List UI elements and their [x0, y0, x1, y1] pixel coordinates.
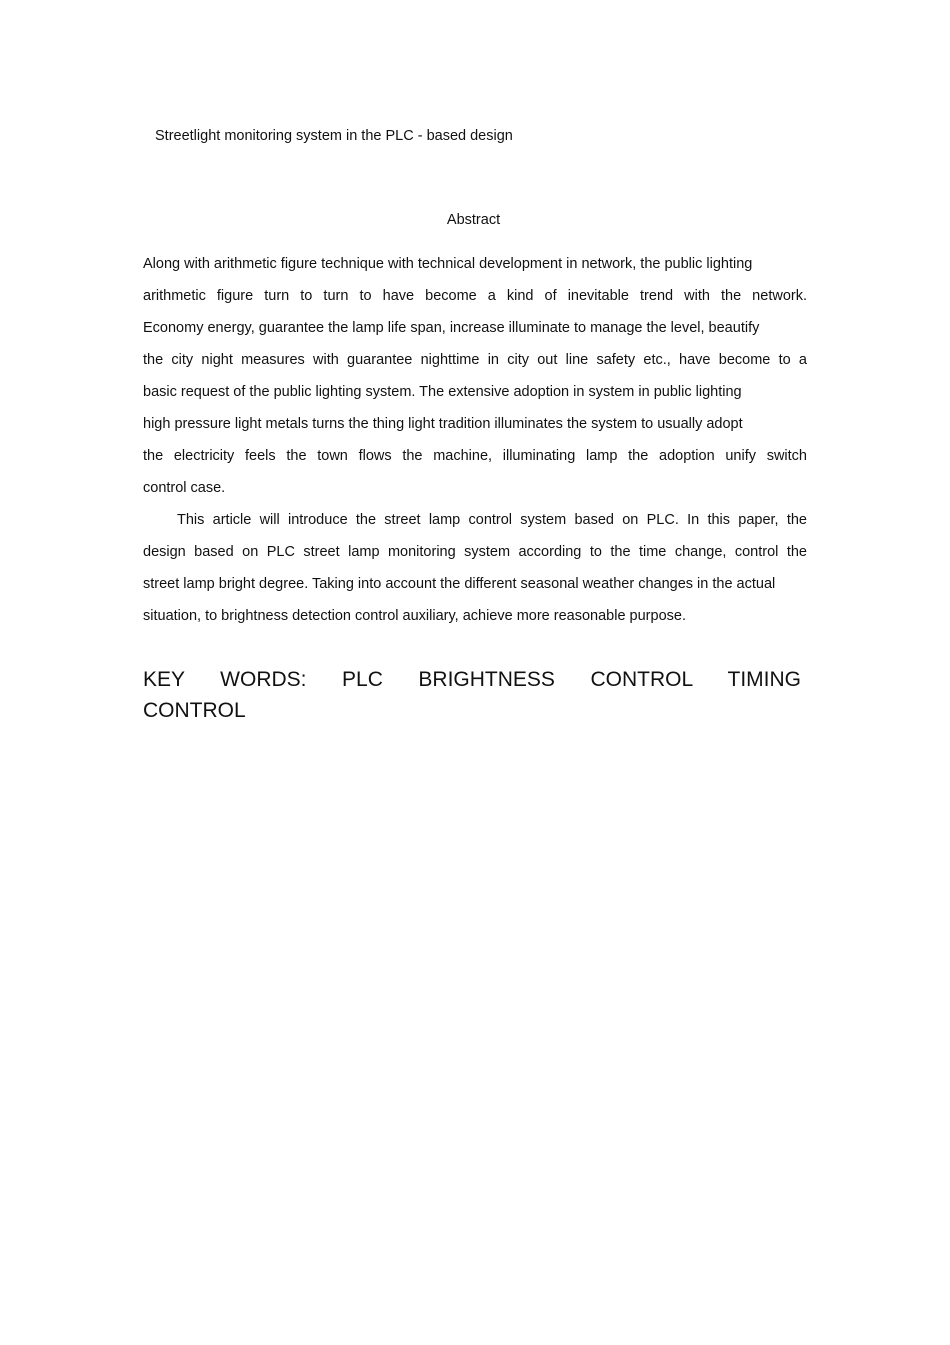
paragraph-line: Economy energy, guarantee the lamp life span, increase illuminate to manage the level, beautify — [143, 320, 760, 336]
paragraph-line: Along with arithmetic figure technique with technical development in network, the public lighting — [143, 256, 753, 272]
keywords-line: CONTROL — [143, 699, 246, 722]
paragraph-line: basic request of the public lighting system. The extensive adoption in system in public lighting — [143, 384, 742, 400]
abstract-paragraph-1 — [143, 248, 807, 504]
paragraph-line: This article will introduce the street lamp control system based on PLC. In this paper, the — [177, 512, 807, 528]
paragraph-line: control case. — [143, 480, 226, 496]
abstract-heading: Abstract — [446, 212, 501, 228]
paragraph-line: design based on PLC street lamp monitoring system according to the time change, control the — [143, 544, 807, 560]
document-title: Streetlight monitoring system in the PLC - based design — [155, 128, 513, 144]
paragraph-line: the electricity feels the town flows the machine, illuminating lamp the adoption unify switch — [143, 448, 807, 464]
paragraph-line: situation, to brightness detection control auxiliary, achieve more reasonable purpose. — [143, 608, 686, 624]
paragraph-line: arithmetic figure turn to turn to have become a kind of inevitable trend with the network. — [143, 288, 807, 304]
paragraph-line: high pressure light metals turns the thing light tradition illuminates the system to usually adopt — [143, 416, 743, 432]
keywords-line: KEY WORDS: PLC BRIGHTNESS CONTROL TIMING — [143, 668, 801, 691]
paragraph-line: the city night measures with guarantee nighttime in city out line safety etc., have become to a — [143, 352, 807, 368]
paragraph-line: street lamp bright degree. Taking into account the different seasonal weather changes in the actual — [143, 576, 776, 592]
abstract-paragraph-2 — [143, 504, 807, 632]
keywords-section — [143, 664, 801, 726]
